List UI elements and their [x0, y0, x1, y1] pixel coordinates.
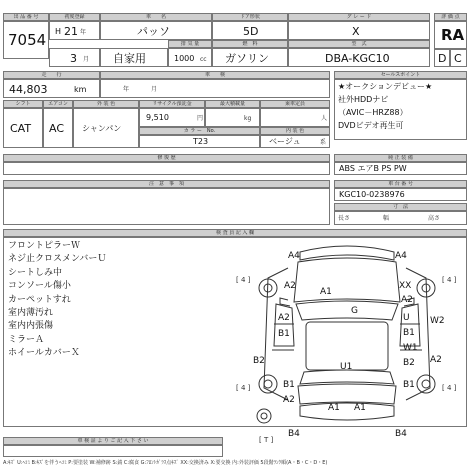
- height-label: 高さ: [428, 215, 441, 222]
- max-load-cell: [205, 108, 260, 127]
- interior-rating: D: [438, 52, 447, 65]
- grade: X: [352, 25, 360, 38]
- shift-header: シフト: [3, 100, 43, 108]
- mark-roof: U1: [340, 362, 353, 372]
- mark-right-rear-door-2: B2: [403, 358, 415, 368]
- month-unit: 月: [83, 56, 90, 63]
- model-code: DBA-KGC10: [325, 52, 390, 65]
- chassis-header: 車 台 番 号: [334, 180, 467, 188]
- registration-year: 21: [64, 25, 78, 38]
- era: H: [55, 27, 62, 36]
- grade-cell: [288, 21, 430, 40]
- tire-bracket-rear-left: [ 4 ]: [236, 384, 251, 392]
- mark-right-rear-quarter: B1: [403, 380, 415, 390]
- mark-front-bumper-left: A4: [288, 251, 300, 261]
- note-7: 室内内張傷: [8, 321, 54, 332]
- mark-back-door-left: A1: [328, 403, 340, 413]
- displacement: 1000: [174, 54, 195, 63]
- dimensions-cell: [334, 211, 467, 225]
- car-name-header: 車 名: [100, 13, 212, 21]
- displacement-cell: [168, 48, 212, 67]
- note-5: カーペットすれ: [8, 294, 71, 305]
- inspector-notes-header: 検 査 員 記 入 欄: [3, 229, 467, 237]
- spare-tire-label: [ T ]: [259, 436, 274, 444]
- mark-left-rocker: B2: [253, 356, 265, 366]
- color-code-cell: [139, 135, 260, 148]
- usage: 自家用: [113, 52, 146, 65]
- capacity-unit: 人: [321, 115, 328, 122]
- capacity-cell: [260, 108, 330, 127]
- note-9: ホイールカバーＸ: [8, 348, 80, 359]
- car-damage-diagram: [228, 238, 466, 426]
- mark-hood: A1: [320, 287, 332, 297]
- recycle-unit: 円: [197, 115, 204, 122]
- tire-tread-rl: 4: [240, 384, 246, 392]
- mileage-header: 走 行: [3, 71, 100, 79]
- mileage: 44,803: [9, 83, 48, 96]
- door-cell: [212, 21, 288, 40]
- model-cell: [288, 48, 430, 67]
- fuel-header: 燃 料: [212, 40, 288, 48]
- car-name-cell: [100, 21, 212, 40]
- mark-left-fender: A2: [284, 281, 296, 291]
- shift-cell: [3, 108, 43, 148]
- exterior-rating: C: [454, 52, 462, 65]
- load-unit: kg: [244, 115, 252, 122]
- width-label: 幅: [383, 215, 390, 222]
- int-color-cell: [260, 135, 330, 148]
- door-type: 5D: [243, 25, 259, 38]
- color-no-header: カ ラ ー No.: [139, 127, 260, 135]
- fuel: ガソリン: [225, 52, 269, 65]
- usage-cell: [100, 48, 168, 67]
- note-1: フロントピラーＷ: [8, 241, 81, 251]
- max-load-header: 最大積載量: [205, 100, 260, 108]
- sales-point-2: 社外HDDナビ: [338, 95, 389, 104]
- year-unit: 年: [80, 29, 87, 36]
- lot-number: 7054: [8, 31, 47, 49]
- mark-right-side: W2: [430, 316, 445, 326]
- note-2: ネジ止クロスメンバーＵ: [8, 254, 107, 265]
- inspection-cell: [100, 79, 330, 98]
- record-cell: [3, 445, 223, 457]
- sales-point-4: DVDビデオ再生可: [338, 121, 404, 130]
- note-8: ミラーＡ: [8, 334, 45, 345]
- registration-month: 3: [70, 52, 77, 65]
- door-header: ドア形状: [212, 13, 288, 21]
- inspection-year-unit: 年: [123, 86, 130, 93]
- tire-bracket-rear-right: [ 4 ]: [442, 384, 457, 392]
- recycle-fee: 9,510: [146, 113, 169, 122]
- mileage-unit: km: [74, 85, 87, 94]
- equipment-cell: [334, 162, 467, 175]
- car-name: パッソ: [137, 25, 170, 38]
- mark-rear-bumper-left: B4: [288, 429, 300, 439]
- sales-point-1: ★オークションデビュー★: [338, 82, 433, 91]
- sales-point-3: （AVIC－HRZ88）: [338, 108, 408, 117]
- interior-color: ベージュ: [269, 137, 301, 146]
- tire-bracket-front-right: [ 4 ]: [442, 276, 457, 284]
- color-code: T23: [193, 137, 209, 146]
- mark-right-rear-door: W1: [403, 343, 418, 353]
- inspector-notes-list: [8, 240, 106, 361]
- lot-number-cell: [3, 21, 49, 59]
- mark-right-front-wheel: A2: [401, 295, 413, 305]
- first-registration-header: 初度登録: [49, 13, 100, 21]
- sales-point-header: セールスポイント: [334, 71, 467, 79]
- remarks-cell: [3, 188, 330, 225]
- mark-right-front-door: U: [403, 313, 410, 323]
- exterior-rating-cell: [450, 49, 467, 67]
- record-header: 車 検 証 よ り ご 記 入 下 さ い: [3, 437, 223, 445]
- note-4: コンソール傷小: [8, 281, 71, 292]
- mark-left-front-door-2: B1: [278, 329, 290, 339]
- ac-header: エアコン: [43, 100, 73, 108]
- aircon: AC: [49, 122, 65, 135]
- mark-front-bumper-right: A4: [395, 251, 407, 261]
- exterior-color: シャンパン: [82, 124, 122, 133]
- mark-left-rear-quarter: B1: [283, 380, 295, 390]
- repair-cell: [3, 162, 330, 175]
- remarks-header: 注 意 事 項: [3, 180, 330, 188]
- ext-color-cell: [73, 108, 139, 148]
- overall-rating-cell: [434, 21, 467, 49]
- overall-rating: RA: [441, 26, 465, 44]
- model-header: 型 式: [288, 40, 430, 48]
- inspection-month-unit: 月: [151, 86, 158, 93]
- dimensions-header: 寸 法: [334, 203, 467, 211]
- mark-rear-bumper-right: B4: [395, 429, 407, 439]
- int-color-suffix: 系: [320, 139, 327, 146]
- int-color-header: 内 装 色: [260, 127, 330, 135]
- recycle-cell: [139, 108, 205, 127]
- mark-left-rear-wheel: A2: [283, 395, 295, 405]
- note-3: シートしみ中: [8, 267, 63, 278]
- ext-color-header: 外 装 色: [73, 100, 139, 108]
- inspection-header: 車 検: [100, 71, 330, 79]
- registration-month-cell: [49, 48, 100, 67]
- mileage-cell: [3, 79, 100, 98]
- interior-rating-cell: [434, 49, 450, 67]
- displacement-unit: cc: [200, 56, 207, 63]
- chassis-number: KGC10-0238976: [339, 190, 405, 199]
- mark-right-rocker: A2: [430, 355, 442, 365]
- mark-left-front-door: A2: [278, 313, 290, 323]
- mark-windshield: G: [351, 306, 358, 316]
- chassis-cell: [334, 188, 467, 201]
- tire-tread-fl: 4: [240, 276, 246, 284]
- legend: A:ｷｽﾞ U:ﾍｺﾐ B:ｷｽﾞを伴うﾍｺﾐ P:要塗装 W:補修跡 S:錆 C:腐食 G:ﾌﾛﾝﾄｶﾞﾗｽ点ｷｽﾞ XX:交換済み X:要交換 内:外装評価 5段階ﾗﾝｸ順(A・B・C・D・E): [3, 460, 328, 466]
- mark-right-fender: XX: [399, 281, 412, 291]
- fuel-cell: [212, 48, 288, 67]
- equipment: ABS エアB PS PW: [339, 164, 407, 173]
- note-6: 室内薄汚れ: [8, 308, 54, 319]
- equipment-header: 純 正 装 備: [334, 154, 467, 162]
- ac-cell: [43, 108, 73, 148]
- displacement-header: 排 気 量: [168, 40, 212, 48]
- tire-tread-rr: 4: [446, 384, 452, 392]
- spare-tire-mark: T: [263, 436, 269, 444]
- tire-bracket-front-left: [ 4 ]: [236, 276, 251, 284]
- mark-right-front-door-2: B1: [403, 328, 415, 338]
- shift: CAT: [10, 122, 32, 135]
- repair-header: 修 復 歴: [3, 154, 330, 162]
- recycle-header: リサイクル預託金: [139, 100, 205, 108]
- grade-header: グ レ ー ド: [288, 13, 430, 21]
- length-label: 長さ: [338, 215, 351, 222]
- sales-points-box: [334, 79, 467, 140]
- lot-number-header: 出 品 番 号: [3, 13, 49, 21]
- capacity-header: 乗車定員: [260, 100, 330, 108]
- first-registration-cell: [49, 21, 100, 40]
- rating-header: 評 価 点: [434, 13, 467, 21]
- mark-back-door-right: A1: [354, 403, 366, 413]
- tire-tread-fr: 4: [446, 276, 452, 284]
